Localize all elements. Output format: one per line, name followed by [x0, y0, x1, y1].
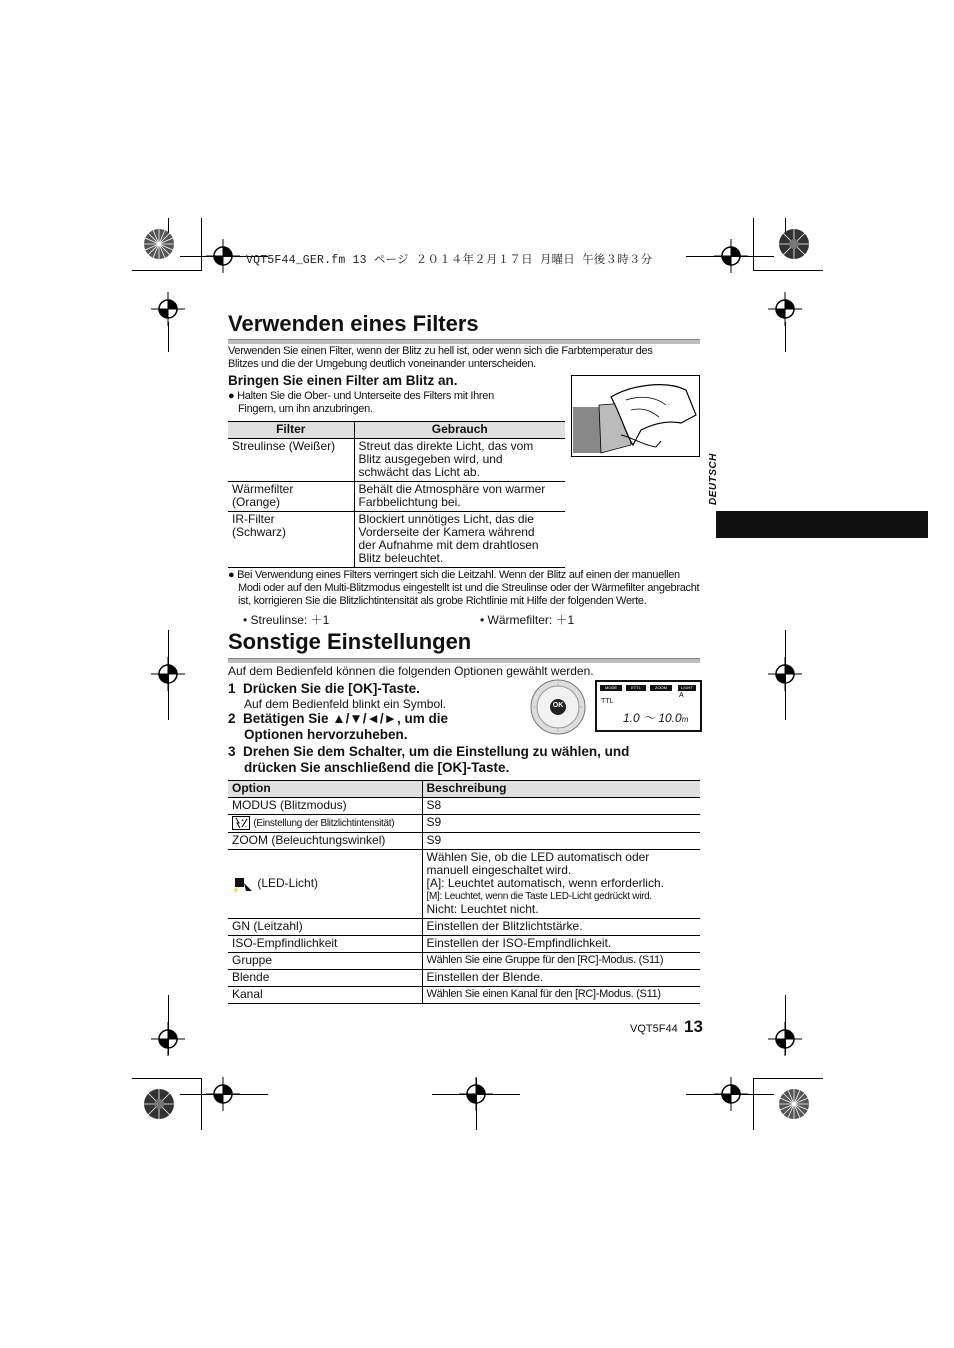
page-number: 13 [684, 1017, 703, 1036]
table-row: MODUS (Blitzmodus) S8 [228, 798, 700, 815]
table-row: IR-Filter (Schwarz) Blockiert unnötiges Licht, das die Vorderseite der Kamera während der Aufnahme mit dem drahtlosen Blitz beleuchtet. [228, 512, 565, 568]
table-row: GN (Leitzahl) Einstellen der Blitzlichtstärke. [228, 919, 700, 936]
table-row: Gruppe Wählen Sie eine Gruppe für den [RC]-Modus. (S11) [228, 953, 700, 970]
table-row: Streulinse (Weißer) Streut das direkte Licht, das vom Blitz ausgegeben wird, und schwächt das Licht ab. [228, 439, 565, 482]
step-1: 1 Drücken Sie die [OK]-Taste. [228, 681, 420, 696]
filter-attach-illustration [571, 375, 700, 457]
filter-table-header-filter: Filter [228, 422, 354, 439]
lcd-range: 1.0 ～ 10.0m [623, 711, 689, 725]
registration-target-icon [768, 292, 802, 326]
filter-table [228, 421, 565, 568]
table-row: ISO-Empfindlichkeit Einstellen der ISO-Empfindlichkeit. [228, 936, 700, 953]
options-table-header-option: Option [228, 781, 422, 798]
language-tab-label: DEUTSCH [708, 453, 719, 505]
lcd-tab-zoom: ZOOM [650, 685, 672, 691]
lcd-tab-mode: MODE [600, 685, 622, 691]
registration-target-icon [714, 1077, 748, 1111]
table-row: + - (Einstellung der Blitzlichtintensität) S9 [228, 815, 700, 833]
file-header-line: VQT5F44_GER.fm 13 ページ ２０１４年２月１７日 月曜日 午後３時３分 [246, 254, 653, 267]
lcd-tab-light: LIGHT [678, 685, 696, 691]
bullet-icon: ● [228, 569, 235, 581]
led-light-icon [232, 875, 254, 893]
table-row: Wärmefilter (Orange) Behält die Atmosphäre von warmer Farbbelichtung bei. [228, 482, 565, 512]
lcd-tab-row [600, 685, 696, 691]
flash-compensation-icon [232, 816, 250, 830]
starburst-mark-icon [778, 1088, 810, 1120]
starburst-mark-icon [778, 228, 810, 260]
lcd-led-mode: A [679, 692, 684, 699]
options-table [228, 780, 700, 1004]
registration-target-icon [151, 1022, 185, 1056]
bullet-icon: ● [228, 390, 235, 402]
ok-button-label: OK [552, 702, 564, 709]
filter-intro: Verwenden Sie einen Filter, wenn der Blitz zu hell ist, oder wenn sich die Farbtemperatur des Blitzes und die der Umgebung deutlich voneinander unterscheiden. [228, 345, 653, 370]
filter-subheading: Bringen Sie einen Filter am Blitz an. [228, 373, 458, 388]
step-3: 3 Drehen Sie dem Schalter, um die Einstellung zu wählen, und drücken Sie anschließend die [OK]-Taste. [228, 744, 630, 775]
filter-table-header-use: Gebrauch [354, 422, 565, 439]
section-rule [228, 339, 700, 344]
registration-target-icon [768, 657, 802, 691]
starburst-mark-icon [143, 1088, 175, 1120]
table-row: ⚡ (LED-Licht) Wählen Sie, ob die LED automatisch oder manuell eingeschaltet wird. [A]: Leuchtet automatisch, wenn erforderlich. [M]: Leuchtet, wenn die Taste LED-Licht gedrückt wird. Nicht: Leuchtet nicht. [228, 850, 700, 919]
filter-note: ● Bei Verwendung eines Filters verringert sich die Leitzahl. Wenn der Blitz auf einen der manuellen Modi oder auf den Multi-Blitzmodus eingestellt ist und die Streulinse oder der Wärmefilter angebracht ist, korrigieren Sie die Blitzlichtintensität als grobe Richtlinie mit Hilfe der folgenden Werte. [228, 569, 700, 607]
language-tab-bar [716, 511, 928, 538]
starburst-mark-icon [143, 228, 175, 260]
lcd-panel [595, 680, 702, 732]
lcd-mode: TTL [601, 698, 614, 705]
filter-bullet: ● Halten Sie die Ober- und Unterseite des Filters mit Ihren Fingern, um ihn anzubringen. [228, 390, 494, 415]
svg-text:⚡: ⚡ [232, 887, 240, 893]
svg-text:-: - [245, 824, 247, 830]
table-row: ZOOM (Beleuchtungswinkel) S9 [228, 833, 700, 850]
step-1-sub: Auf dem Bedienfeld blinkt ein Symbol. [244, 697, 447, 711]
options-table-header-desc: Beschreibung [422, 781, 700, 798]
value-streulinse: • Streulinse: ＋1 [243, 613, 330, 627]
registration-target-icon [151, 292, 185, 326]
footer-model-code: VQT5F44 [630, 1023, 678, 1035]
settings-intro: Auf dem Bedienfeld können die folgenden Optionen gewählt werden. [228, 664, 594, 678]
registration-target-icon [714, 239, 748, 273]
section-title-filter: Verwenden eines Filters [228, 311, 479, 336]
registration-target-icon [768, 1022, 802, 1056]
value-waermefilter: • Wärmefilter: ＋1 [480, 613, 575, 627]
table-row: Kanal Wählen Sie einen Kanal für den [RC]-Modus. (S11) [228, 987, 700, 1004]
registration-target-icon [206, 1077, 240, 1111]
table-row: Blende Einstellen der Blende. [228, 970, 700, 987]
step-2: 2 Betätigen Sie ▲/▼/◄/►, um die Optionen hervorzuheben. [228, 711, 449, 742]
section-rule [228, 658, 700, 663]
registration-target-icon [151, 657, 185, 691]
lcd-tab-ettl: ETTL [626, 685, 646, 691]
section-title-settings: Sonstige Einstellungen [228, 629, 472, 654]
registration-target-icon [459, 1077, 493, 1111]
svg-text:+: + [241, 818, 244, 824]
registration-target-icon [206, 239, 240, 273]
